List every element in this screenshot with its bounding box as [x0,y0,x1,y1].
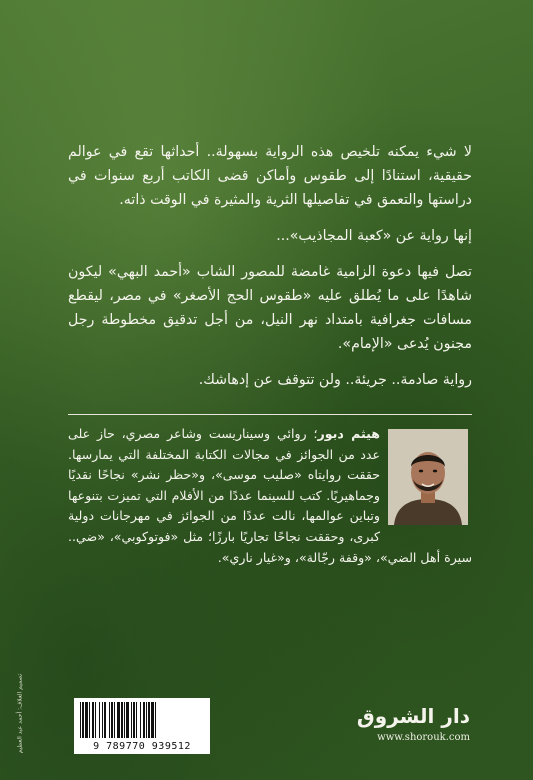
synopsis [68,140,472,404]
photo-spacer [380,424,472,528]
synopsis-paragraph: إنها رواية عن «كعبة المجاذيب»... [276,228,472,244]
isbn-barcode [74,698,210,754]
publisher-logo: دار الشروق [356,704,470,728]
barcode-digits: 9 789770 939512 [93,741,191,752]
author-name: هيثم دبور [317,426,380,441]
barcode-icon [74,698,210,742]
synopsis-paragraph: تصل فيها دعوة الزامية غامضة للمصور الشاب «أحمد البهي» ليكون شاهدًا على ما يُطلق عليه «طقوس الحج الأصغر» في مصر، ليقطع مسافات جغرافية بامتداد نهر النيل، من أجل تدقيق مخطوطة رجل مجنون يُدعى «الإمام». [68,264,472,352]
publisher-url: www.shorouk.com [377,732,470,743]
synopsis-paragraph: لا شيء يمكنه تلخيص هذه الرواية بسهولة.. أحداثها تقع في عوالم حقيقية، استنادًا إلى طقوس وأماكن قضى الكاتب أربع سنوات في دراستها والتعمق في تفاصيلها الثرية والمثيرة في الوقت ذاته. [68,144,472,208]
synopsis-paragraph: رواية صادمة.. جريئة.. ولن تتوقف عن إدهاشك. [198,372,472,388]
cover-design-credit-text: تصميم الغلاف: أحمد عبد العظيم [16,673,24,754]
cover-design-credit [14,660,26,770]
author-bio [68,424,472,568]
publisher [350,704,470,743]
section-divider [68,414,472,415]
author-bio-text: ؛ روائي وسيناريست وشاعر مصري، حاز على عدد من الجوائز في مجالات الكتابة المختلفة التي يمارسها. حققت روايتاه «صليب موسى»، و«حظر نشر» نجاحًا نقديًا وجماهيريًا. كتب للسينما عددًا من الأفلام التي تميزت بتنوعها وتباين عوالمها، نالت عددًا من الجوائز في مهرجانات دولية كبرى، وحققت نجاحًا تجاريًا بارزًا؛ مثل «فوتوكوبي»، «ضي.. سيرة أهل الضي»، «وقفة رجّالة»، و«غيار ناري». [68,426,472,565]
